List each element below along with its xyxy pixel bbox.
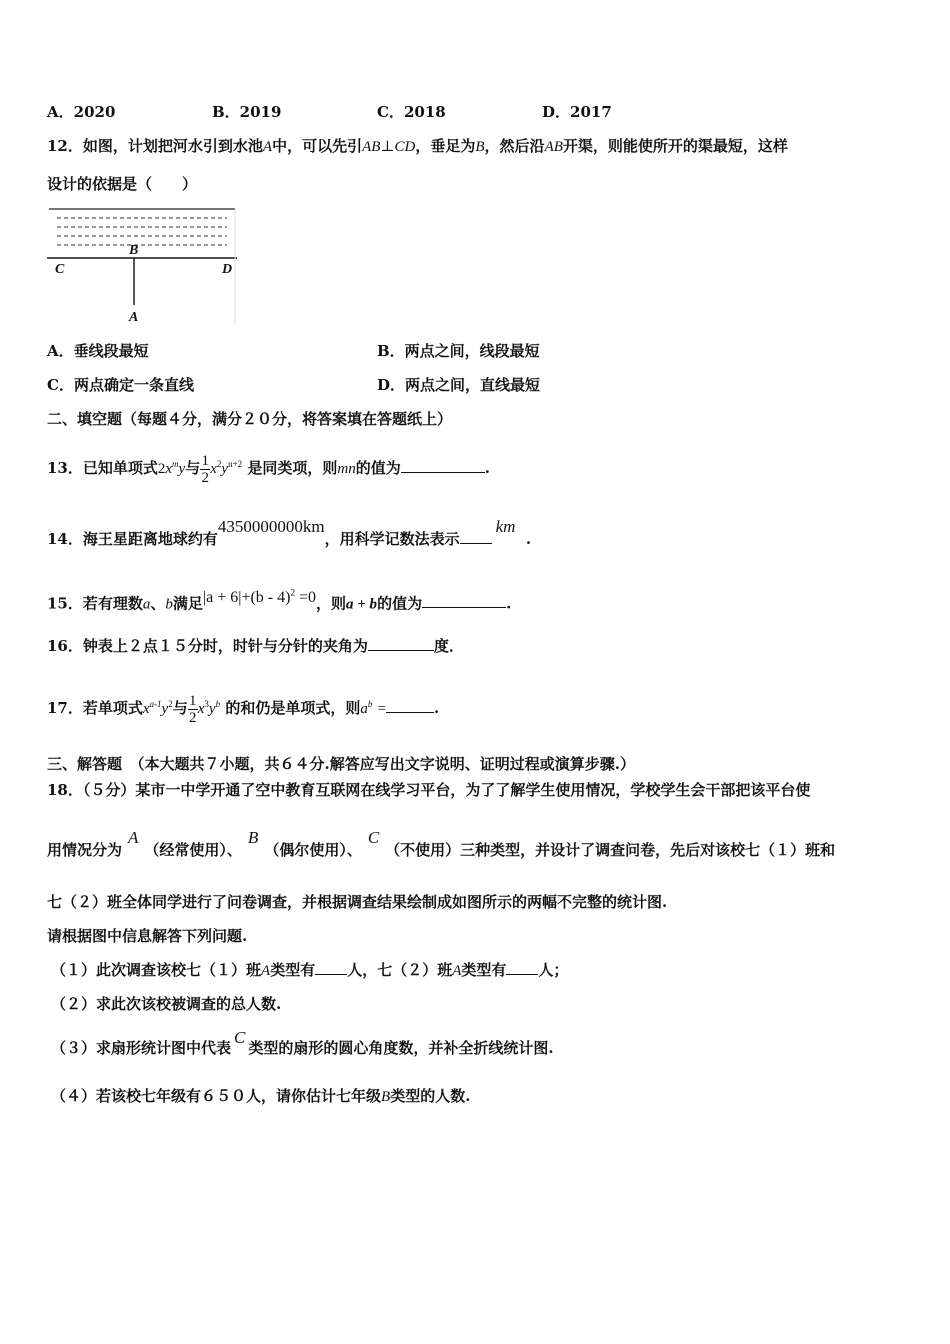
point-a-label: A bbox=[262, 139, 273, 155]
q12-text: 开渠，则能使所开的渠最短，这样 bbox=[562, 137, 788, 155]
answer-blank[interactable] bbox=[368, 636, 434, 651]
q18-text: 类型有 bbox=[270, 961, 316, 979]
q13 bbox=[47, 436, 490, 497]
q14-text: ，用科学记数法表示 bbox=[324, 530, 460, 548]
q18-text: 人； bbox=[538, 961, 569, 979]
q17-exp: 2 bbox=[168, 699, 173, 709]
q13-exp: 2 bbox=[216, 459, 222, 469]
q18-text: （４）若该校七年级有６５０人，请你估计七年级 bbox=[51, 1087, 382, 1105]
q11-option-d: D．2017 bbox=[542, 103, 612, 121]
figure-label-d: D bbox=[222, 262, 233, 277]
q18-text: （不使用）三种类型，并设计了调查问卷，先后对该校七（１）班和 bbox=[385, 841, 836, 859]
section2-title: 二、填空题（每题４分，满分２０分，将答案填在答题纸上） bbox=[47, 410, 453, 428]
q11-option-c: C．2018 bbox=[377, 103, 446, 121]
answer-blank[interactable] bbox=[460, 529, 492, 544]
q12-option-b: B．两点之间，线段最短 bbox=[377, 342, 540, 360]
type-c-label: C bbox=[367, 828, 380, 847]
q18-sub2: （２）求此次该校被调查的总人数. bbox=[51, 995, 282, 1013]
q17-var: x bbox=[197, 701, 205, 717]
q13-var: y bbox=[178, 461, 186, 477]
q12-text: ，垂足为 bbox=[415, 137, 476, 155]
q12-text: 中，可以先引 bbox=[272, 137, 363, 155]
q12-option-d: D．两点之间，直线最短 bbox=[377, 376, 541, 394]
q17-text: . bbox=[434, 699, 440, 717]
q13-text: . bbox=[484, 459, 490, 477]
type-a-label: A bbox=[128, 828, 139, 847]
q15-var: a bbox=[142, 596, 151, 613]
q15-text: . bbox=[506, 594, 512, 613]
q17-text: 17．若单项式 bbox=[47, 699, 143, 717]
figure-label-c: C bbox=[55, 262, 65, 277]
segment-ab: AB bbox=[544, 139, 563, 155]
q13-expr: mn bbox=[337, 461, 356, 477]
q12-river-figure bbox=[47, 205, 239, 327]
q13-var: x bbox=[165, 461, 173, 477]
q15-text: 、 bbox=[150, 594, 166, 613]
q17-var: y bbox=[208, 701, 216, 717]
q13-text: 13．已知单项式 bbox=[47, 459, 158, 477]
frac-numerator: 1 bbox=[188, 692, 197, 709]
figure-label-b: B bbox=[129, 243, 139, 258]
q15-text: 的值为 bbox=[377, 594, 423, 613]
q12-option-c: C．两点确定一条直线 bbox=[47, 376, 194, 394]
q12-option-a: A．垂线段最短 bbox=[47, 342, 149, 360]
q15-text: 15．若有理数 bbox=[47, 594, 143, 613]
q14-unit: km bbox=[495, 517, 516, 536]
q18-line3: 七（２）班全体同学进行了问卷调查，并根据调查结果绘制成如图所示的两幅不完整的统计图. bbox=[47, 893, 668, 911]
section3-title: 三、解答题 （本大题共７小题，共６４分.解答应写出文字说明、证明过程或演算步骤.） bbox=[47, 755, 635, 773]
type-a-label: A bbox=[261, 963, 271, 979]
q13-coef: 2 bbox=[157, 461, 166, 477]
q18-text: （偶尔使用）、 bbox=[264, 841, 362, 859]
figure-label-a: A bbox=[129, 310, 139, 325]
q18-line4: 请根据图中信息解答下列问题. bbox=[47, 927, 248, 945]
type-b-label: B bbox=[381, 1089, 391, 1105]
q12-stem-line2: 设计的依据是（ ） bbox=[47, 175, 198, 193]
q12-text: 12．如图，计划把河水引到水池 bbox=[47, 137, 263, 155]
q12-text: ，然后沿 bbox=[484, 137, 545, 155]
q11-option-a: A．2020 bbox=[47, 103, 116, 121]
frac-denominator: 2 bbox=[188, 709, 197, 726]
answer-blank[interactable] bbox=[315, 960, 347, 975]
q18-text: （１）此次调查该校七（１）班 bbox=[51, 961, 262, 979]
q15-text: ，则 bbox=[315, 594, 346, 613]
q17-text: 与 bbox=[172, 699, 188, 717]
q17-var: y bbox=[161, 701, 169, 717]
q18-line2 bbox=[47, 826, 835, 874]
q15-text: 满足 bbox=[172, 594, 203, 613]
q12-stem-line1 bbox=[47, 136, 788, 157]
q17-var: x bbox=[142, 701, 150, 717]
q15-equation bbox=[203, 589, 316, 606]
q17-text: 的和仍是单项式，则 bbox=[225, 699, 361, 717]
equals-sign: = bbox=[377, 701, 387, 717]
q11-option-b: B．2019 bbox=[212, 103, 282, 121]
answer-blank[interactable] bbox=[422, 593, 506, 608]
frac-denominator: 2 bbox=[201, 469, 209, 486]
answer-blank[interactable] bbox=[401, 458, 485, 473]
q13-exp: m bbox=[172, 459, 179, 469]
q18-sub3 bbox=[51, 1028, 554, 1068]
q13-exp: n+2 bbox=[228, 459, 243, 469]
q17 bbox=[47, 676, 439, 737]
q15-var: b bbox=[165, 596, 173, 613]
q17-var: a bbox=[360, 701, 368, 717]
q18-line1: 18．（５分）某市一中学开通了空中教育互联网在线学习平台，为了了解学生使用情况，学校学生会干部把该平台使 bbox=[47, 781, 811, 799]
q15-expr: a + b bbox=[346, 596, 378, 613]
q13-text: 与 bbox=[185, 459, 201, 477]
q18-text: 类型有 bbox=[461, 961, 507, 979]
q13-var: x bbox=[210, 461, 217, 477]
q17-fraction bbox=[188, 693, 198, 726]
q18-text: 人，七（２）班 bbox=[347, 961, 453, 979]
type-b-label: B bbox=[247, 828, 259, 847]
ab-perp-cd: AB⊥CD bbox=[362, 139, 416, 155]
q13-text: 的值为 bbox=[355, 459, 401, 477]
abs-term: |a + 6| bbox=[202, 589, 242, 607]
q18-text: （经常使用）、 bbox=[144, 841, 242, 859]
type-c-label: C bbox=[234, 1028, 246, 1047]
q17-exp: 3 bbox=[204, 699, 209, 709]
q18-text: 类型的人数. bbox=[390, 1087, 471, 1105]
q18-text: 用情况分为 bbox=[47, 841, 123, 859]
q18-sub4 bbox=[51, 1086, 470, 1107]
q14-text: . bbox=[525, 530, 532, 548]
q18-sub1 bbox=[51, 960, 568, 981]
q14 bbox=[47, 518, 531, 560]
q18-text: （３）求扇形统计图中代表 bbox=[51, 1039, 232, 1057]
square-term: (b - 4) bbox=[250, 589, 291, 607]
frac-numerator: 1 bbox=[201, 452, 209, 469]
q14-text: 14．海王星距离地球约有 bbox=[47, 530, 218, 548]
q16-text: 度． bbox=[433, 637, 464, 655]
answer-blank[interactable] bbox=[386, 698, 434, 713]
q17-exp: b bbox=[367, 699, 373, 709]
answer-blank[interactable] bbox=[506, 960, 538, 975]
q13-fraction bbox=[200, 453, 210, 486]
equation-rhs: =0 bbox=[298, 589, 316, 607]
q16 bbox=[47, 636, 464, 656]
q17-exp: a-1 bbox=[149, 699, 162, 709]
q15 bbox=[47, 580, 511, 623]
point-b-label: B bbox=[475, 139, 485, 155]
q13-text: 是同类项，则 bbox=[247, 459, 338, 477]
q14-distance: 4350000000km bbox=[217, 517, 325, 536]
q16-text: 16．钟表上２点１５分时，时针与分针的夹角为 bbox=[47, 637, 368, 655]
q18-text: 类型的扇形的圆心角度数，并补全折线统计图. bbox=[248, 1039, 554, 1057]
type-a-label: A bbox=[452, 963, 462, 979]
q15-exp: 2 bbox=[290, 588, 295, 598]
plus-sign: + bbox=[241, 589, 251, 607]
q17-exp: b bbox=[215, 699, 221, 709]
q13-var: y bbox=[221, 461, 229, 477]
